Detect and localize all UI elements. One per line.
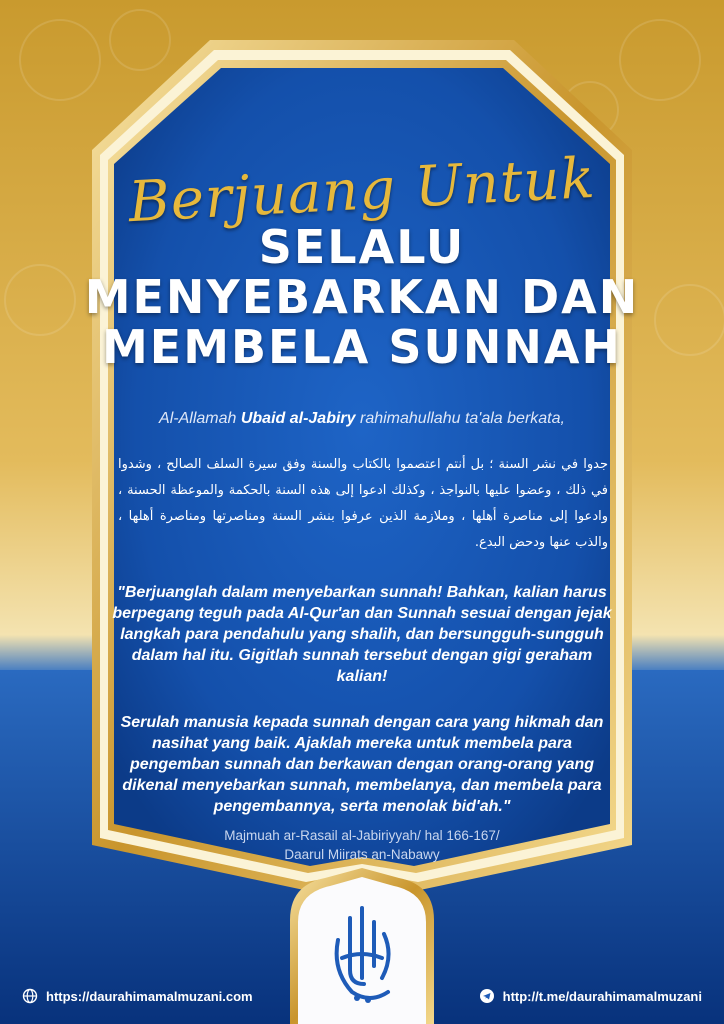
quote-paragraph-1: "Berjuanglah dalam menyebarkan sunnah! Bahkan, kalian harus berpegang teguh pada Al-Qur'an dan Sunnah sesuai dengan jejak langkah para pendahulu yang shalih, dan bersungguh-sungguh dalam hal itu. Gigitlah sunnah tersebut dengan gigi geraham kalian!: [112, 584, 612, 685]
quote-paragraph-2: Serulah manusia kepada sunnah dengan cara yang hikmah dan nasihat yang baik. Ajaklah mereka untuk membela para pengemban sunnah dan berkawan dengan orang-orang yang dikenal menyebarkan sunnah, membelanya, dan membela para pengembannya, serta menolak bid'ah.": [120, 714, 604, 815]
title-line-1: SELALU: [258, 220, 466, 274]
title-line-3: MEMBELA SUNNAH: [102, 320, 622, 374]
title-line-2: MENYEBARKAN DAN: [84, 270, 640, 324]
source-line-2: Daarul Miirats an-Nabawy: [284, 847, 440, 862]
telegram-icon: [479, 988, 495, 1004]
logo: [312, 900, 412, 1010]
website-url[interactable]: https://daurahimamalmuzani.com: [46, 988, 253, 1004]
author-name: Ubaid al-Jabiry: [240, 410, 356, 427]
source-line-1: Majmuah ar-Rasail al-Jabiriyyah/ hal 166-167/: [224, 828, 500, 843]
script-title: Berjuang Untuk: [126, 145, 598, 236]
website-link[interactable]: [22, 988, 253, 1004]
telegram-url[interactable]: http://t.me/daurahimamalmuzani: [502, 988, 702, 1004]
intro-line: [80, 410, 644, 428]
arabic-calligraphy-logo: [312, 900, 412, 1010]
intro-suffix: rahimahullahu ta'ala berkata,: [355, 410, 565, 427]
arabic-quote: جدوا في نشر السنة ؛ بل أنتم اعتصموا بالكتاب والسنة وفق سيرة السلف الصالح ، وشدوا في ذلك ، وعضوا عليها بالنواجذ ، وكذلك ادعوا إلى هذه السنة بالحكمة والموعظة الحسنة ، وادعوا إلى مناصرة أهلها ، وملازمة الذين عرفوا بنشر السنة ومناصرتها ومناصرة أهلها ، والذب عنها ودحض البدع.: [118, 457, 608, 550]
intro-prefix: Al-Allamah: [159, 410, 241, 427]
source-citation: [160, 826, 564, 864]
globe-icon: [22, 988, 38, 1004]
telegram-link[interactable]: [479, 988, 702, 1004]
